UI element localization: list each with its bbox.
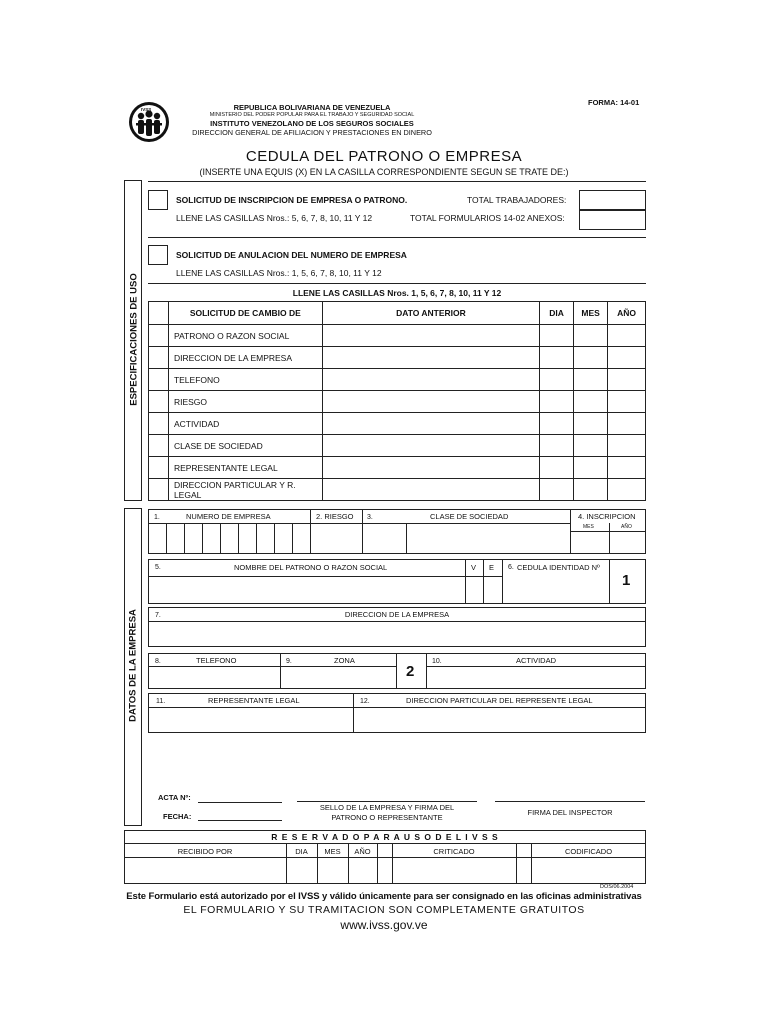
dato-anterior-cell[interactable]	[322, 413, 539, 435]
col-ano: AÑO	[608, 302, 646, 325]
label-recibido: RECIBIDO POR	[177, 847, 233, 856]
label-cedula: CEDULA IDENTIDAD Nº	[517, 563, 600, 572]
label-res-dia: DIA	[295, 847, 308, 856]
ano-cell[interactable]	[608, 391, 646, 413]
mes-cell[interactable]	[574, 391, 608, 413]
inscripcion-title: SOLICITUD DE INSCRIPCION DE EMPRESA O PATRONO.	[176, 195, 408, 205]
label-n12: 12.	[360, 698, 370, 705]
row-label: CLASE DE SOCIEDAD	[168, 435, 322, 457]
page-subtitle: (INSERTE UNA EQUIS (X) EN LA CASILLA CORRESPONDIENTE SEGUN SE TRATE DE:)	[199, 167, 569, 177]
row-checkbox[interactable]	[149, 435, 169, 457]
dia-cell[interactable]	[540, 479, 574, 501]
label-n3: 3.	[367, 514, 373, 521]
label-representante: REPRESENTANTE LEGAL	[208, 696, 300, 705]
total-trabajadores-label: TOTAL TRABAJADORES:	[467, 195, 567, 205]
sello-line	[297, 801, 477, 802]
dato-anterior-cell[interactable]	[322, 391, 539, 413]
label-criticado: CRITICADO	[433, 847, 475, 856]
label-n11: 11.	[156, 698, 166, 705]
ano-cell[interactable]	[608, 369, 646, 391]
table-row	[149, 391, 646, 413]
reservado-title: R E S E R V A D O P A R A U S O D E L I V S S	[271, 832, 499, 842]
label-sello-1: SELLO DE LA EMPRESA Y FIRMA DEL	[319, 803, 455, 812]
footer-authorization: Este Formulario está autorizado por el IVSS y válido únicamente para ser consignado en las oficinas administrativas	[126, 891, 642, 902]
fecha-field[interactable]	[198, 820, 282, 821]
row-label: REPRESENTANTE LEGAL	[168, 457, 322, 479]
mes-cell[interactable]	[574, 369, 608, 391]
row-checkbox[interactable]	[149, 413, 169, 435]
dato-anterior-cell[interactable]	[322, 325, 539, 347]
footer-gratuito: EL FORMULARIO Y SU TRAMITACION SON COMPLETAMENTE GRATUITOS	[183, 904, 585, 916]
dia-cell[interactable]	[540, 347, 574, 369]
col-dato-anterior: DATO ANTERIOR	[322, 302, 539, 325]
dato-anterior-cell[interactable]	[322, 457, 539, 479]
inscripcion-checkbox[interactable]	[148, 190, 168, 210]
row-label: ACTIVIDAD	[168, 413, 322, 435]
ano-cell[interactable]	[608, 435, 646, 457]
label-zona: ZONA	[334, 656, 355, 665]
logo-text: IVSS	[141, 107, 152, 112]
anulacion-title: SOLICITUD DE ANULACION DEL NUMERO DE EMPRESA	[176, 250, 407, 260]
ano-cell[interactable]	[608, 347, 646, 369]
anulacion-checkbox[interactable]	[148, 245, 168, 265]
label-e: E	[489, 563, 495, 572]
label-codificado: CODIFICADO	[564, 847, 613, 856]
label-fecha: FECHA:	[163, 812, 192, 821]
dia-cell[interactable]	[540, 413, 574, 435]
marker-2: 2	[406, 663, 415, 680]
acta-field[interactable]	[198, 802, 282, 803]
mes-cell[interactable]	[574, 479, 608, 501]
table-row	[149, 479, 646, 501]
row-checkbox[interactable]	[149, 325, 169, 347]
table-row	[149, 325, 646, 347]
uso-side-label: ESPECIFICACIONES DE USO	[128, 273, 140, 406]
page-title: CEDULA DEL PATRONO O EMPRESA	[245, 148, 523, 165]
ano-cell[interactable]	[608, 479, 646, 501]
label-nombre-patrono: NOMBRE DEL PATRONO O RAZON SOCIAL	[234, 563, 388, 572]
label-firma-inspector: FIRMA DEL INSPECTOR	[527, 808, 613, 817]
label-n1: 1.	[154, 514, 160, 521]
form-version: DOS/06.2004	[600, 884, 634, 890]
label-actividad: ACTIVIDAD	[516, 656, 557, 665]
table-row	[149, 369, 646, 391]
dato-anterior-cell[interactable]	[322, 479, 539, 501]
total-formularios-label: TOTAL FORMULARIOS 14-02 ANEXOS:	[410, 213, 565, 223]
label-direccion-particular: DIRECCION PARTICULAR DEL REPRESENTE LEGAL	[406, 696, 593, 705]
inscripcion-fill: LLENE LAS CASILLAS Nros.: 5, 6, 7, 8, 10, 11 Y 12	[176, 213, 373, 223]
dato-anterior-cell[interactable]	[322, 369, 539, 391]
cambio-fill: LLENE LAS CASILLAS Nros. 1, 5, 6, 7, 8, 10, 11 Y 12	[292, 288, 502, 298]
form-code: FORMA: 14-01	[588, 98, 640, 107]
cambio-table	[148, 301, 646, 501]
cambio-header-row	[149, 302, 646, 325]
row-label: TELEFONO	[168, 369, 322, 391]
label-riesgo: 2. RIESGO	[316, 512, 354, 521]
ano-cell[interactable]	[608, 325, 646, 347]
row-checkbox[interactable]	[149, 369, 169, 391]
row-label: PATRONO O RAZON SOCIAL	[168, 325, 322, 347]
footer-url[interactable]: www.ivss.gov.ve	[340, 918, 428, 932]
label-direccion-empresa: DIRECCION DE LA EMPRESA	[344, 610, 450, 619]
label-res-mes: MES	[324, 847, 341, 856]
label-n10: 10.	[432, 658, 442, 665]
anulacion-fill: LLENE LAS CASILLAS Nros.: 1, 5, 6, 7, 8, 10, 11 Y 12	[176, 268, 382, 278]
row-checkbox[interactable]	[149, 391, 169, 413]
label-ano: AÑO	[621, 524, 632, 530]
dia-cell[interactable]	[540, 369, 574, 391]
dato-anterior-cell[interactable]	[322, 347, 539, 369]
header-direccion: DIRECCION GENERAL DE AFILIACION Y PRESTACIONES EN DINERO	[192, 128, 432, 137]
dia-cell[interactable]	[540, 391, 574, 413]
total-formularios-field[interactable]	[579, 210, 646, 230]
mes-cell[interactable]	[574, 457, 608, 479]
col-mes: MES	[574, 302, 608, 325]
table-row	[149, 413, 646, 435]
label-n6: 6.	[508, 564, 514, 571]
label-n5: 5.	[155, 564, 161, 571]
col-dia: DIA	[540, 302, 574, 325]
table-row	[149, 435, 646, 457]
label-n7: 7.	[155, 612, 161, 619]
mes-cell[interactable]	[574, 435, 608, 457]
total-trabajadores-field[interactable]	[579, 190, 646, 210]
label-inscripcion: 4. INSCRIPCION	[578, 512, 636, 521]
row-label: RIESGO	[168, 391, 322, 413]
header-republica: REPUBLICA BOLIVARIANA DE VENEZUELA	[233, 103, 391, 112]
header-instituto: INSTITUTO VENEZOLANO DE LOS SEGUROS SOCIALES	[210, 119, 414, 128]
header-ministerio: MINISTERIO DEL PODER POPULAR PARA EL TRABAJO Y SEGURIDAD SOCIAL	[209, 112, 415, 118]
row-label: DIRECCION PARTICULAR Y R. LEGAL	[168, 479, 322, 501]
label-mes: MES	[583, 524, 594, 530]
ano-cell[interactable]	[608, 457, 646, 479]
dia-cell[interactable]	[540, 325, 574, 347]
empresa-side-label: DATOS DE LA EMPRESA	[127, 609, 139, 722]
mes-cell[interactable]	[574, 347, 608, 369]
label-res-ano: AÑO	[354, 847, 371, 856]
label-v: V	[471, 563, 477, 572]
label-telefono: TELEFONO	[196, 656, 237, 665]
inspector-line	[495, 801, 645, 802]
ano-cell[interactable]	[608, 413, 646, 435]
table-row	[149, 347, 646, 369]
label-acta: ACTA Nº:	[158, 793, 191, 802]
row-checkbox[interactable]	[149, 457, 169, 479]
col-solicitud: SOLICITUD DE CAMBIO DE	[168, 302, 322, 325]
marker-1: 1	[622, 572, 631, 589]
label-numero-empresa: NUMERO DE EMPRESA	[186, 512, 271, 521]
table-row	[149, 457, 646, 479]
dato-anterior-cell[interactable]	[322, 435, 539, 457]
label-sello-2: PATRONO O REPRESENTANTE	[331, 813, 443, 822]
dia-cell[interactable]	[540, 435, 574, 457]
row-checkbox[interactable]	[149, 479, 169, 501]
label-n9: 9.	[286, 658, 292, 665]
label-n8: 8.	[155, 658, 161, 665]
label-clase-sociedad: CLASE DE SOCIEDAD	[430, 512, 509, 521]
row-label: DIRECCION DE LA EMPRESA	[168, 347, 322, 369]
mes-cell[interactable]	[574, 413, 608, 435]
row-checkbox[interactable]	[149, 347, 169, 369]
mes-cell[interactable]	[574, 325, 608, 347]
dia-cell[interactable]	[540, 457, 574, 479]
